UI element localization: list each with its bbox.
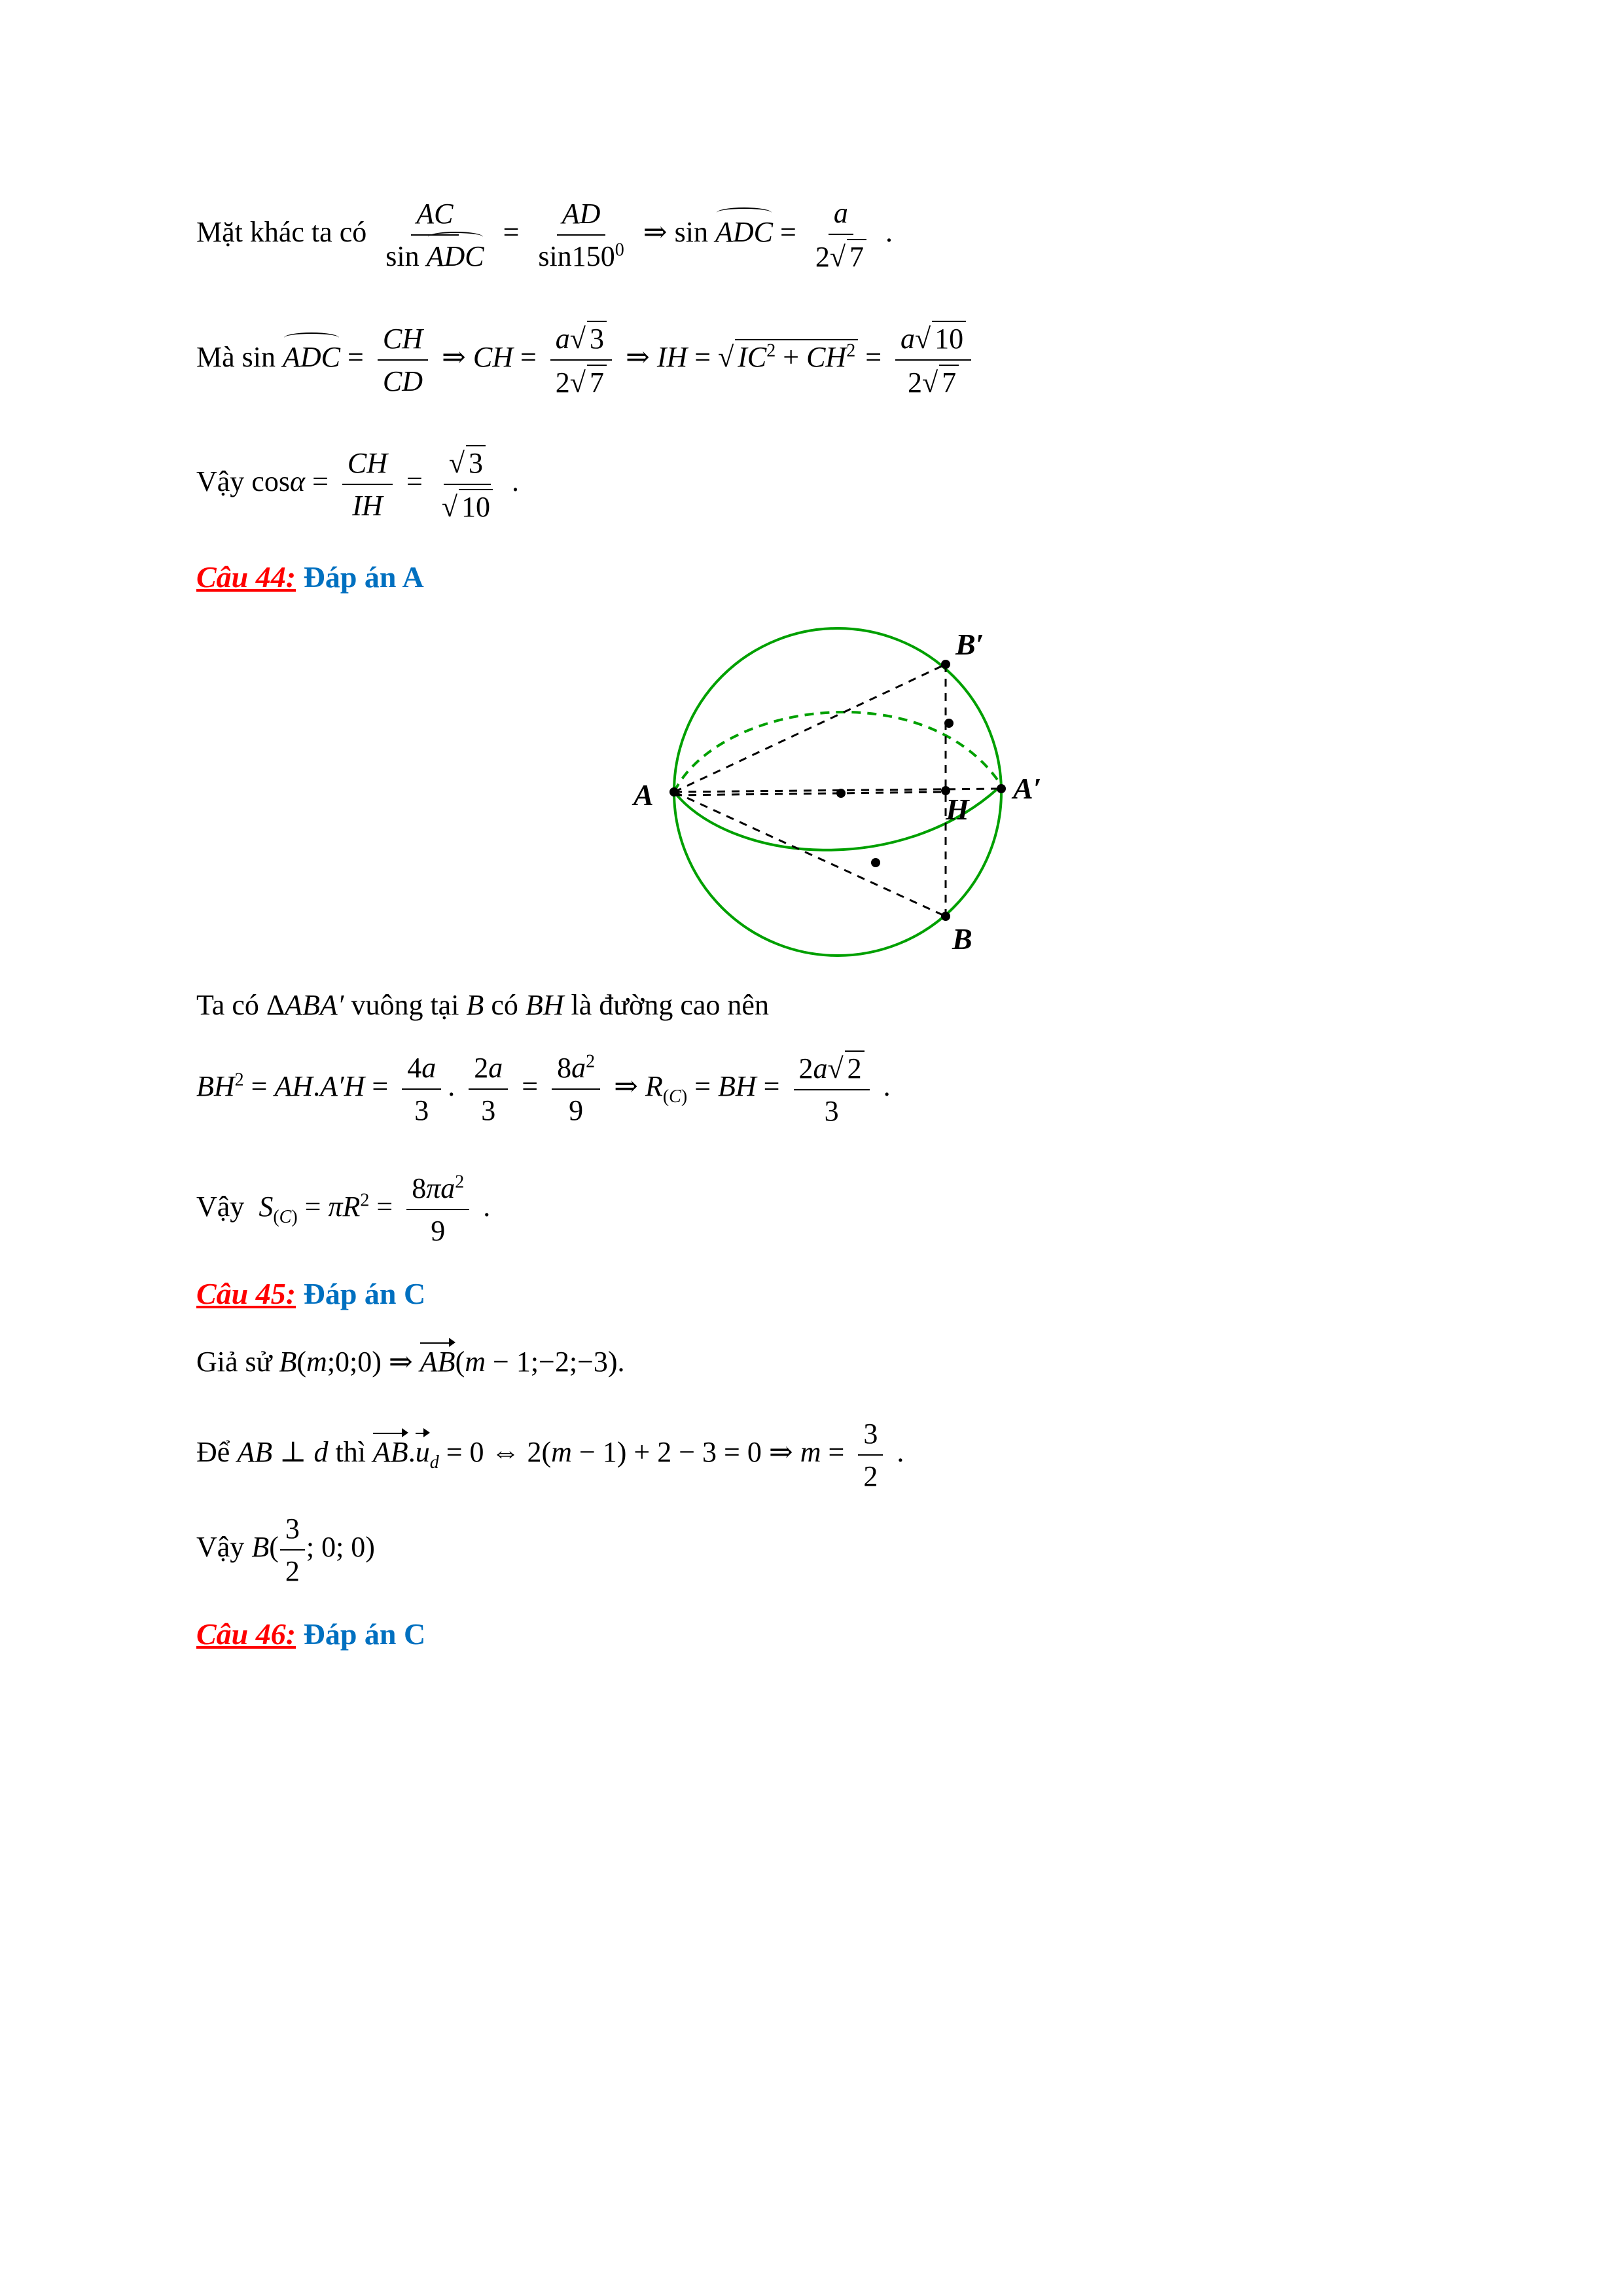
- question-heading-45: [196, 1276, 425, 1311]
- fraction: $\frac{2a}{3}$: [469, 1051, 508, 1127]
- text-mid: vuông tại: [351, 989, 459, 1021]
- fraction: $\frac{8\pi a^2}{9}$: [406, 1172, 469, 1247]
- equation-line-9: Để AB ⊥ d thì $AB.u_d = 0$ ⇔ 2(m − 1) + 2 − 3 = 0 ⇒ m = $\frac{3}{2}$ .: [196, 1418, 904, 1492]
- fraction: $\frac{AC}{\text{sin ADC}}$: [385, 198, 484, 272]
- text-mid2: có: [491, 989, 518, 1021]
- point-Aprime: [997, 784, 1006, 793]
- text-prefix: Để: [196, 1436, 230, 1469]
- line-A-B: [674, 792, 946, 916]
- fraction: $\frac{a√ 10}{2√ 7}$: [895, 321, 971, 399]
- point-center: [836, 789, 846, 798]
- point-A: [669, 787, 679, 797]
- fraction: $\frac{8a^2}{9}$: [552, 1051, 600, 1127]
- text-prefix: Ta có: [196, 989, 259, 1021]
- text-prefix: Mà: [196, 341, 235, 374]
- point-lower: [871, 858, 880, 867]
- text-prefix: Vậy: [196, 1531, 245, 1564]
- question-answer: Đáp án C: [303, 1277, 426, 1310]
- fraction: $\frac{4a}{3}$: [402, 1051, 441, 1127]
- text-line-5: Ta có ΔABA′ vuông tại B có BH là đường cao nên: [196, 989, 769, 1021]
- question-label: Câu 46:: [196, 1617, 296, 1651]
- point-B: [941, 912, 950, 921]
- text-prefix: Vậy: [196, 465, 245, 498]
- equation-line-7: Vậy $S_{(C)} = \pi R^2$ = $\frac{8\pi a^2}{9}$ .: [196, 1172, 491, 1247]
- question-heading-44: [196, 560, 424, 594]
- fraction: $\frac{CH}{CD}$: [378, 322, 428, 398]
- question-label: Câu 45:: [196, 1277, 296, 1310]
- text-prefix: Mặt khác ta có: [196, 216, 367, 249]
- label-Aprime: A′: [1013, 772, 1042, 805]
- question-label: Câu 44:: [196, 560, 296, 594]
- equation-line-3: Vậy cosα = $\frac{CH}{IH}$ = $\frac{√ 3}{√ 10}$ .: [196, 445, 519, 524]
- label-Bprime: B′: [955, 628, 984, 661]
- fraction: $\frac{CH}{IH}$: [342, 446, 393, 522]
- fraction: $\frac{3}{2}$: [858, 1417, 883, 1493]
- label-H: H: [946, 793, 969, 826]
- fraction: $\frac{a}{2√ 7}$: [810, 196, 872, 274]
- question-answer: Đáp án A: [303, 560, 424, 594]
- line-A-H: [674, 792, 946, 795]
- equation-line-8: Giả sử B(m;0;0) ⇒ AB(m − 1;−2;−3).: [196, 1346, 625, 1378]
- fraction: $\frac{2a√ 2}{3}$: [794, 1050, 870, 1128]
- sphere-figure: [576, 615, 1073, 969]
- question-heading-46: [196, 1617, 425, 1651]
- text-prefix: Giả sử: [196, 1346, 272, 1378]
- fraction: $\frac{AD}{\sin 150^0}$: [538, 198, 624, 272]
- fraction: $\frac{√ 3}{√ 10}$: [437, 445, 498, 524]
- text-mid: thì: [335, 1436, 366, 1469]
- equation-line-2: Mà sin ADC = $\frac{CH}{CD}$ ⇒ CH = $\frac{a√ 3}{2√ 7}$ ⇒ IH = √ $IC^2 + CH^2$ = $\frac{a√ 10}{2√ 7}$: [196, 321, 978, 399]
- fraction: $\frac{a√ 3}{2√ 7}$: [550, 321, 612, 399]
- label-B: B: [952, 922, 972, 956]
- question-answer: Đáp án C: [303, 1617, 426, 1651]
- text-suffix: là đường cao nên: [571, 989, 769, 1021]
- equation-line-6: $BH^2 = AH.A'H$ = $\frac{4a}{3}$ . $\frac{2a}{3}$ = $\frac{8a^2}{9}$ ⇒ $R_{(C)}$ = BH = $\frac{2a√ 2}{3}$ .: [196, 1051, 891, 1127]
- equation-line-10: Vậy B( $\frac{3}{2}$ ; 0; 0): [196, 1513, 375, 1587]
- fraction: $\frac{3}{2}$: [280, 1512, 305, 1588]
- point-Bprime: [941, 660, 950, 669]
- equation-line-1: Mặt khác ta có $\frac{AC}{\text{sin ADC}}$ = $\frac{AD}{\sin 150^0}$ ⇒ sin ADC = $\frac{a}{2√ 7}$ .: [196, 197, 893, 273]
- point-upper: [944, 719, 954, 728]
- text-prefix: Vậy: [196, 1191, 245, 1223]
- label-A: A: [633, 778, 654, 812]
